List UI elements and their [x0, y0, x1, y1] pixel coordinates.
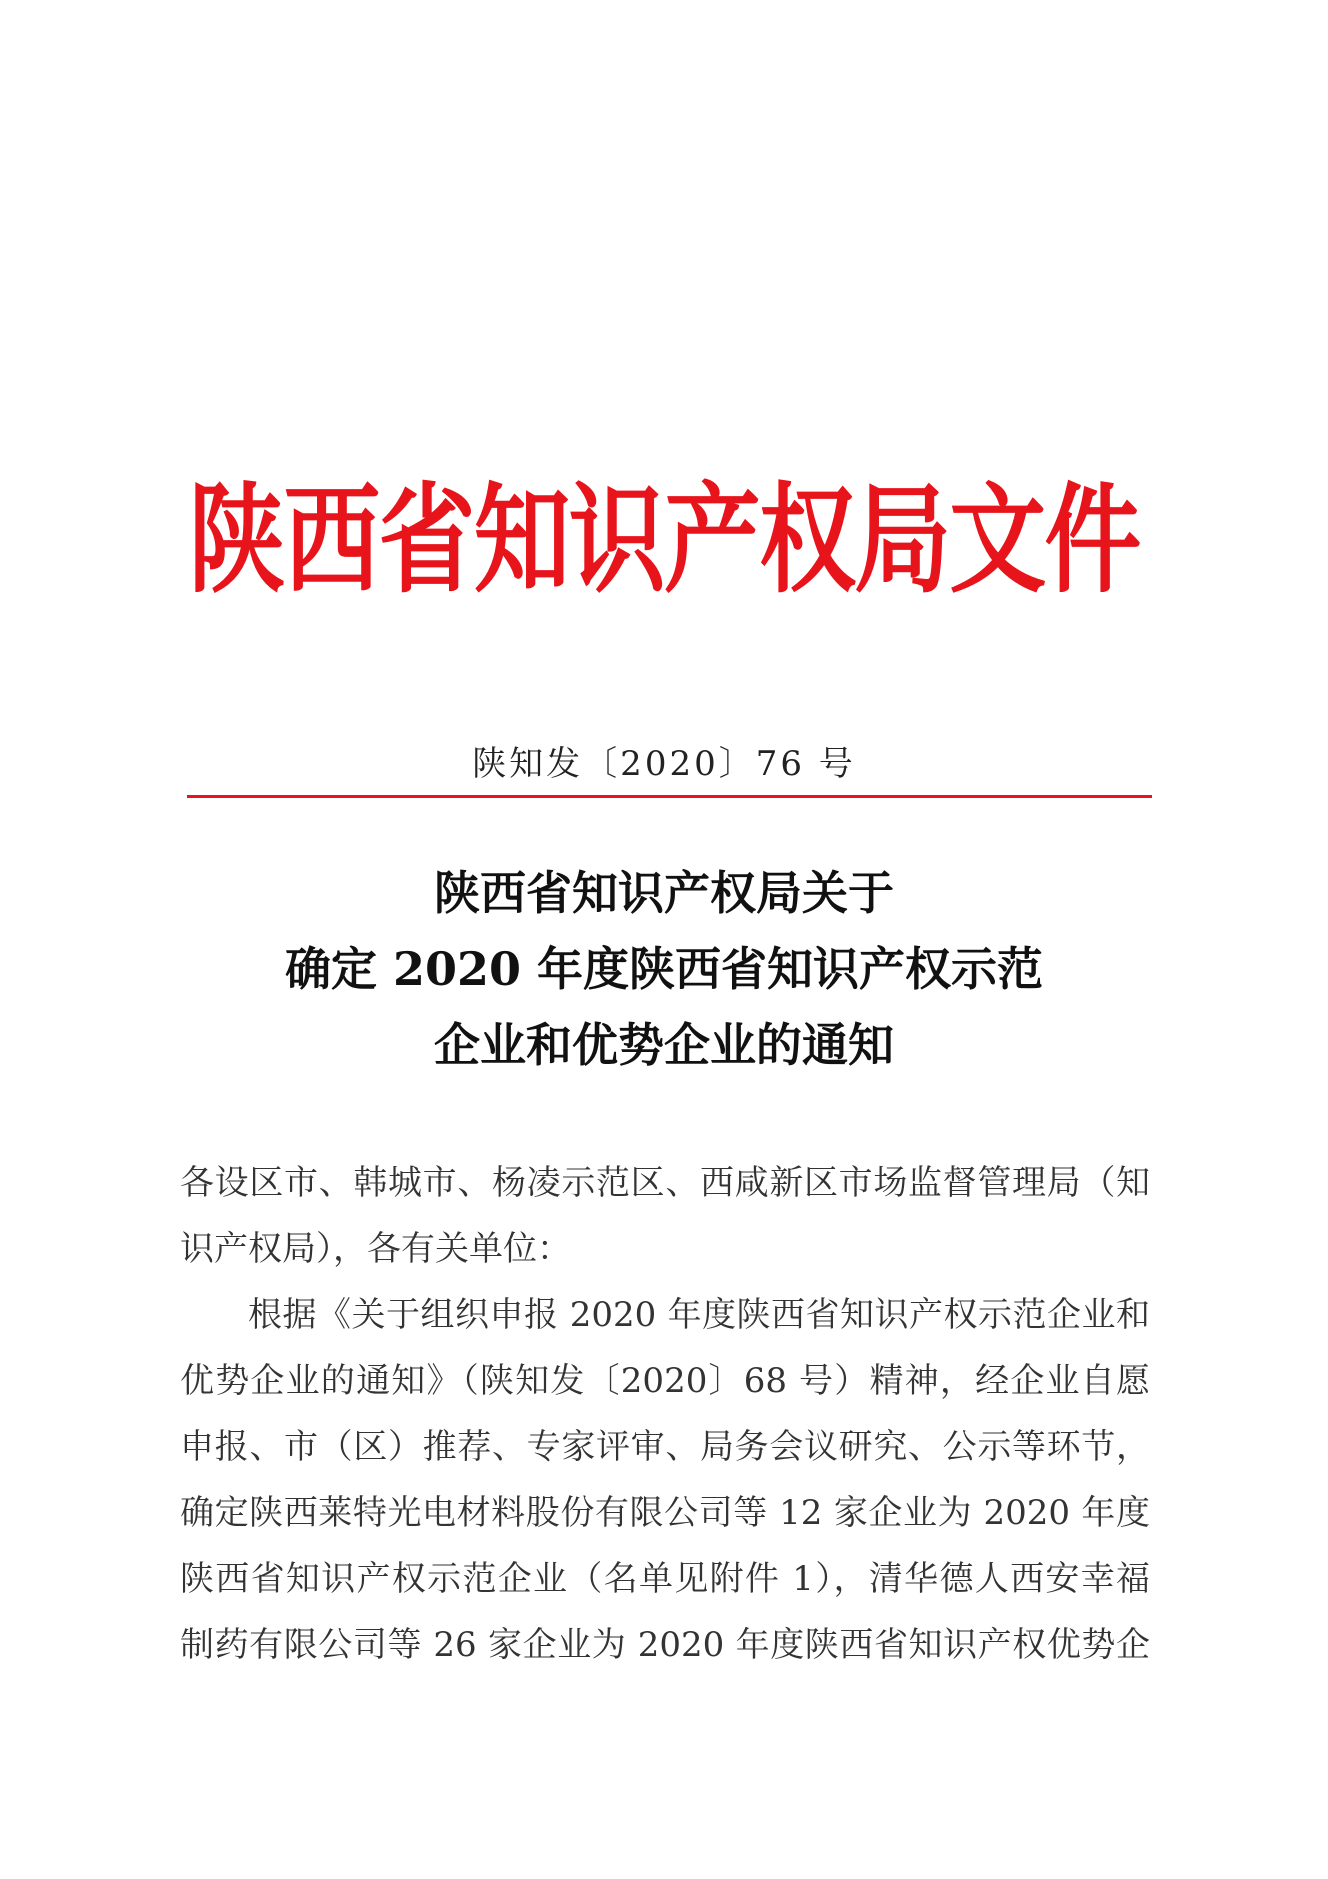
body-line-5: 申报、市（区）推荐、专家评审、局务会议研究、公示等环节，: [180, 1427, 1150, 1467]
body-line-8: 制药有限公司等 26 家企业为 2020 年度陕西省知识产权优势企: [180, 1625, 1150, 1665]
title-line-1: 陕西省知识产权局关于: [434, 866, 894, 920]
body-line-1: 各设区市、韩城市、杨凌示范区、西咸新区市场监督管理局（知: [180, 1163, 1150, 1203]
body-line-2: 识产权局），各有关单位：: [180, 1229, 571, 1269]
notice-body: [180, 1150, 1150, 1678]
body-line-4: 优势企业的通知》（陕知发〔2020〕68 号）精神，经企业自愿: [180, 1361, 1150, 1401]
masthead-title: 陕西省知识产权局文件: [188, 470, 1140, 609]
document-number: 陕知发〔2020〕76 号: [472, 744, 856, 784]
body-line-3: 根据《关于组织申报 2020 年度陕西省知识产权示范企业和: [248, 1295, 1150, 1335]
red-divider-line: [187, 795, 1152, 798]
title-line-3: 企业和优势企业的通知: [434, 1018, 894, 1072]
title-line-2: 确定 2020 年度陕西省知识产权示范: [284, 942, 1044, 996]
body-line-7: 陕西省知识产权示范企业（名单见附件 1），清华德人西安幸福: [180, 1559, 1150, 1599]
notice-title: [0, 855, 1328, 1083]
body-line-6: 确定陕西莱特光电材料股份有限公司等 12 家企业为 2020 年度: [180, 1493, 1150, 1533]
